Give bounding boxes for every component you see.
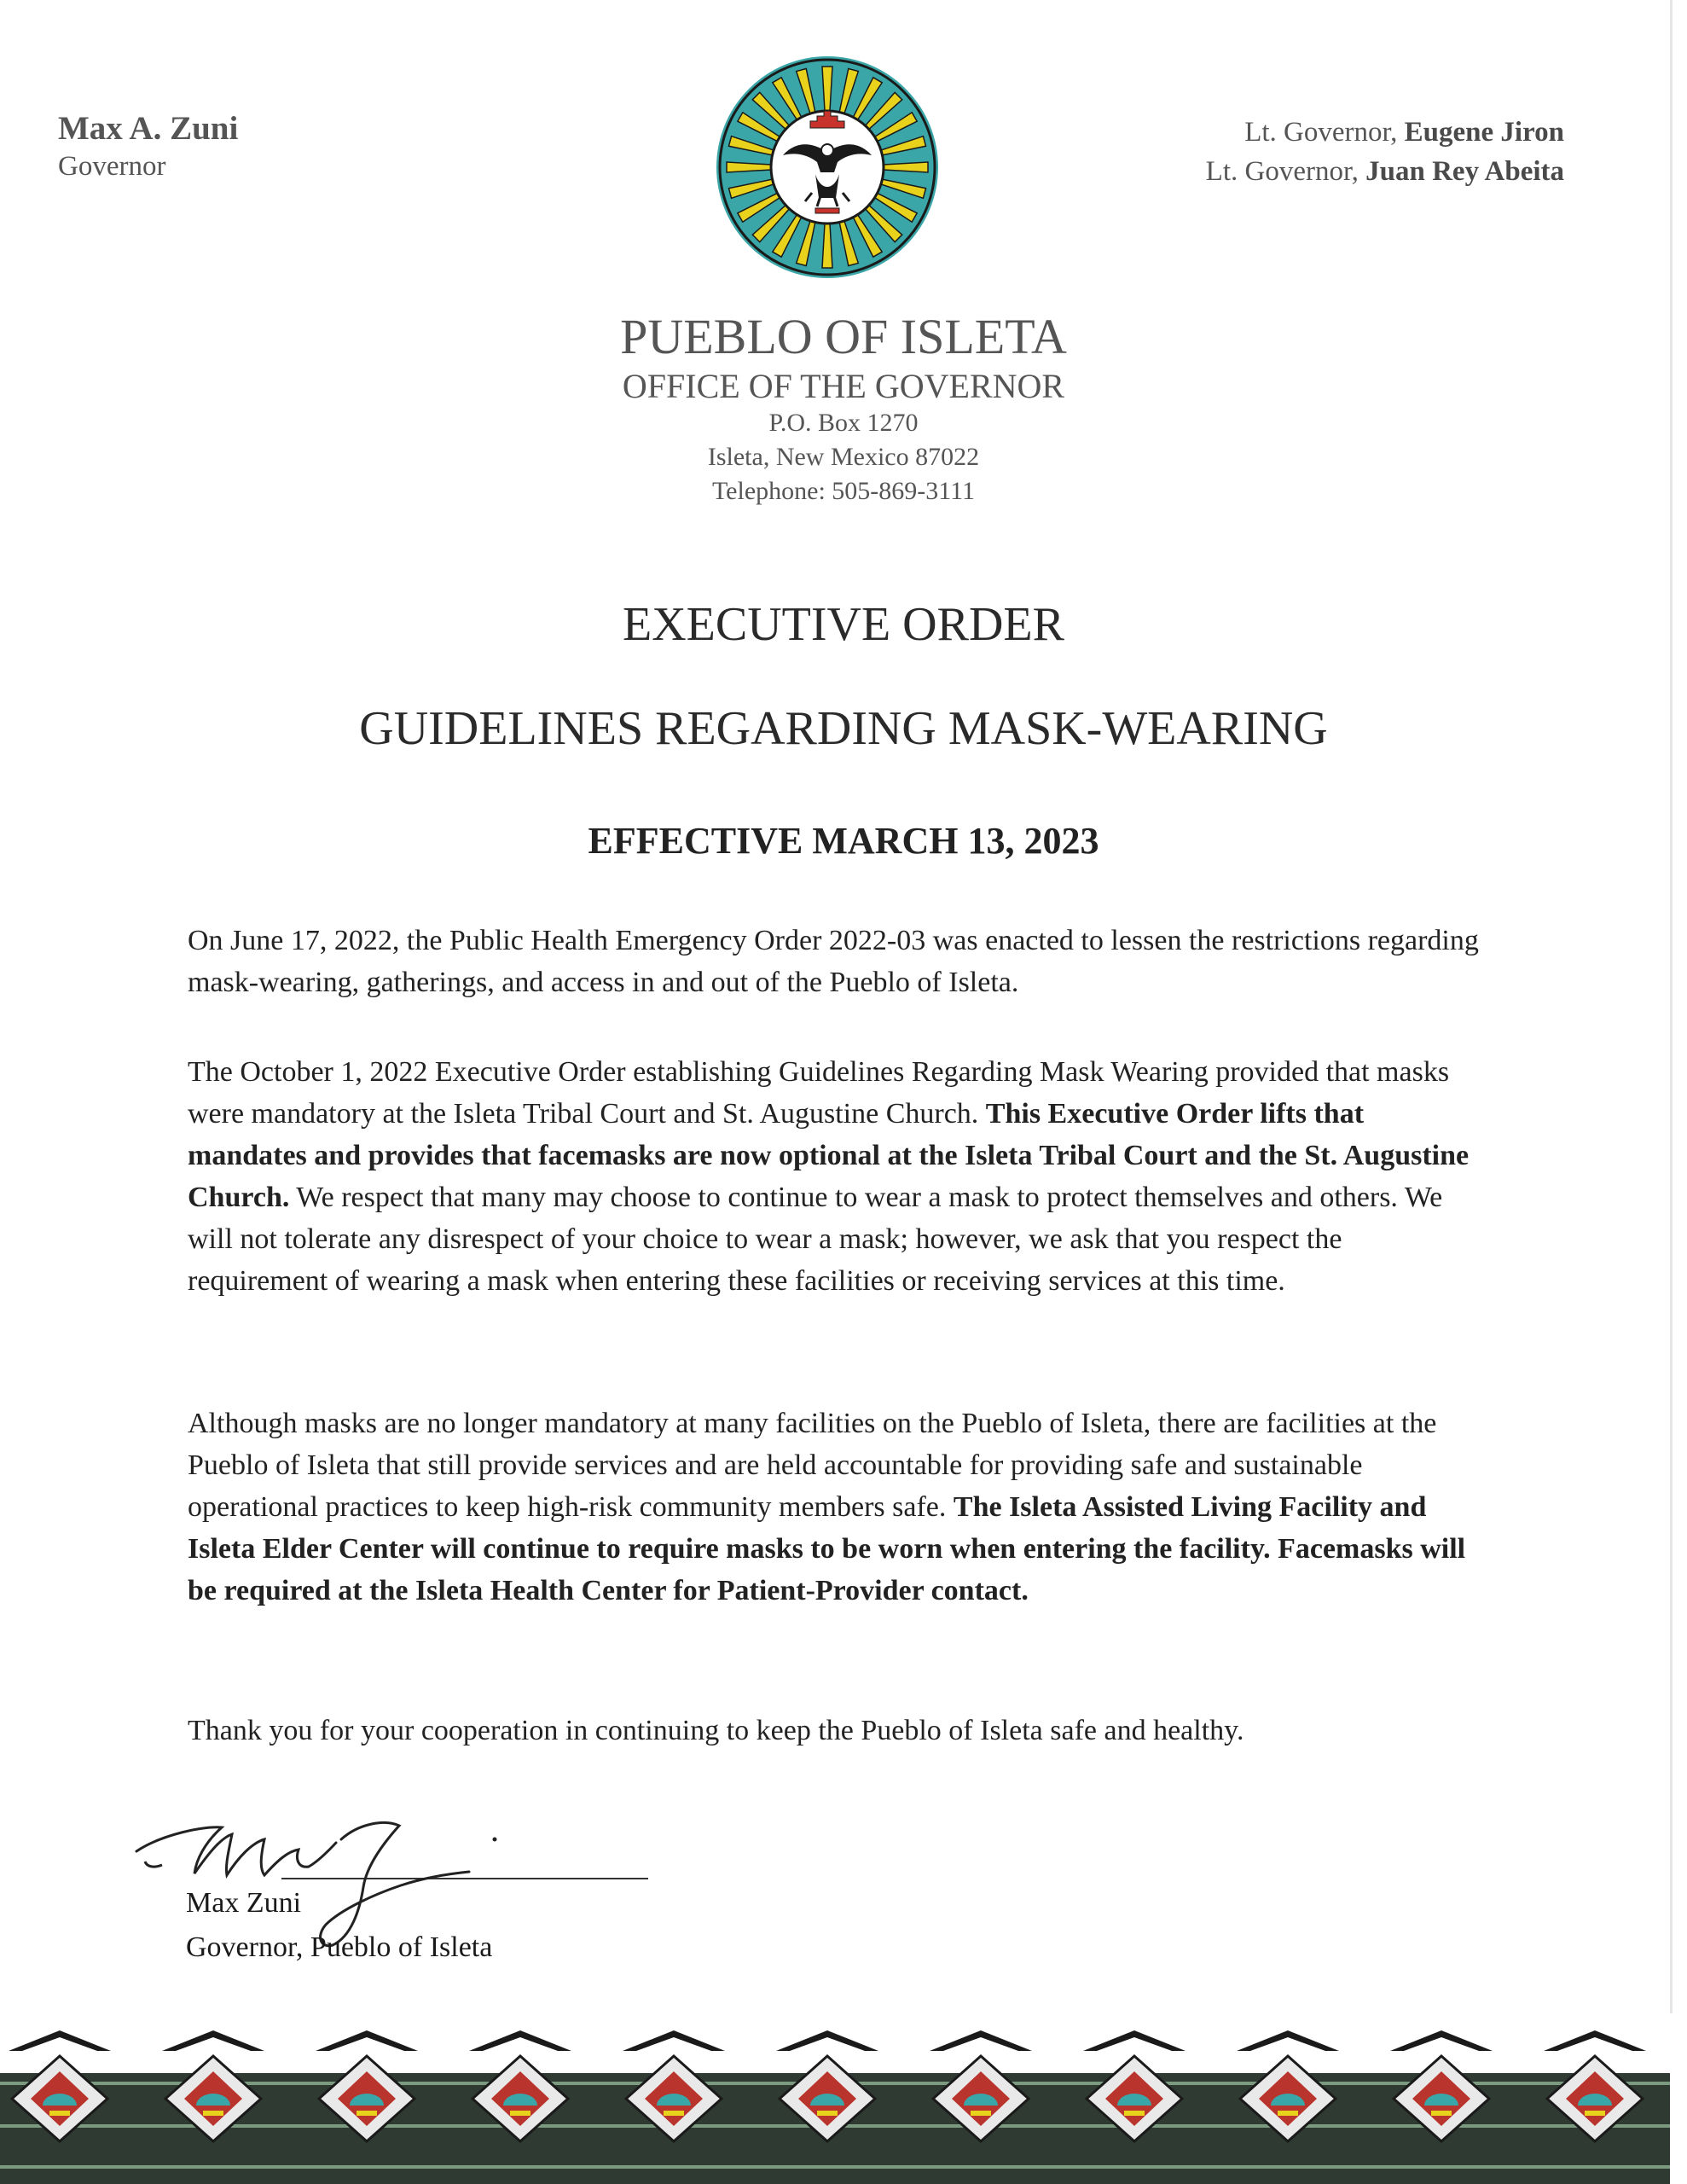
paragraph-4: Thank you for your cooperation in continuing to keep the Pueblo of Isleta safe and healthy.: [188, 1715, 1244, 1746]
po-box: P.O. Box 1270: [768, 409, 919, 437]
governor-name: Max A. Zuni: [58, 110, 239, 147]
city-address: Isleta, New Mexico 87022: [707, 443, 980, 471]
lt-governor-1: [1206, 113, 1564, 152]
paragraph-3-bold: The Isleta Assisted Living Facility and Isleta Elder Center will continue to require masks to be worn when entering the facility. Facemasks will be required at the Isleta Health Center for Patient-Provider contact.: [188, 1491, 1466, 1606]
document-title: EXECUTIVE ORDER: [623, 598, 1064, 651]
paragraph-2: [188, 1051, 1484, 1302]
document-subtitle: GUIDELINES REGARDING MASK-WEARING: [359, 702, 1328, 755]
paragraph-1: On June 17, 2022, the Public Health Emergency Order 2022-03 was enacted to lessen the restrictions regarding mask-wearing, gatherings, and access in and out of the Pueblo of Isleta.: [188, 925, 1479, 998]
paragraph-2-rest: We respect that many may choose to continue to wear a mask to protect themselves and others. We will not tolerate any disrespect of your choice to wear a mask; however, we ask that you respect the requirement of wearing a mask when entering these facilities or receiving services at this time.: [188, 1182, 1443, 1297]
lt-governor-block: [1206, 113, 1564, 191]
governor-title: Governor: [58, 151, 166, 182]
org-name: PUEBLO OF ISLETA: [620, 309, 1067, 364]
paragraph-2-bold: This Executive Order lifts that mandates and provides that facemasks are now optional at the Isleta Tribal Court and the St. Augustine Church.: [188, 1098, 1470, 1213]
signer-title: Governor, Pueblo of Isleta: [186, 1931, 493, 1963]
lt-governor-1-name: Eugene Jiron: [1404, 117, 1564, 148]
paragraph-3: [188, 1403, 1484, 1612]
paragraph-2-intro: The October 1, 2022 Executive Order establishing Guidelines Regarding Mask Wearing provided that masks were mandatory at the Isleta Tribal Court and St. Augustine Church.: [188, 1056, 1450, 1130]
paragraph-3-intro: Although masks are no longer mandatory at many facilities on the Pueblo of Isleta, there are facilities at the Pueblo of Isleta that still provide services and are held accountable for providing safe and sustainable operational practices to keep high-risk community members safe.: [188, 1408, 1437, 1523]
lt-governor-2: [1206, 152, 1564, 191]
governor-block: [58, 109, 238, 184]
lt-governor-1-prefix: Lt. Governor,: [1244, 117, 1405, 148]
effective-date: EFFECTIVE MARCH 13, 2023: [588, 820, 1099, 862]
pueblo-of-isleta-seal-icon: [715, 55, 940, 280]
office-name: OFFICE OF THE GOVERNOR: [622, 367, 1065, 405]
geometric-border-pattern: [0, 2022, 1670, 2184]
telephone: Telephone: 505-869-3111: [711, 477, 976, 505]
scan-edge-line: [1670, 0, 1673, 2013]
signer-name: Max Zuni: [186, 1887, 302, 1919]
lt-governor-2-prefix: Lt. Governor,: [1205, 156, 1366, 187]
lt-governor-2-name: Juan Rey Abeita: [1365, 156, 1564, 187]
